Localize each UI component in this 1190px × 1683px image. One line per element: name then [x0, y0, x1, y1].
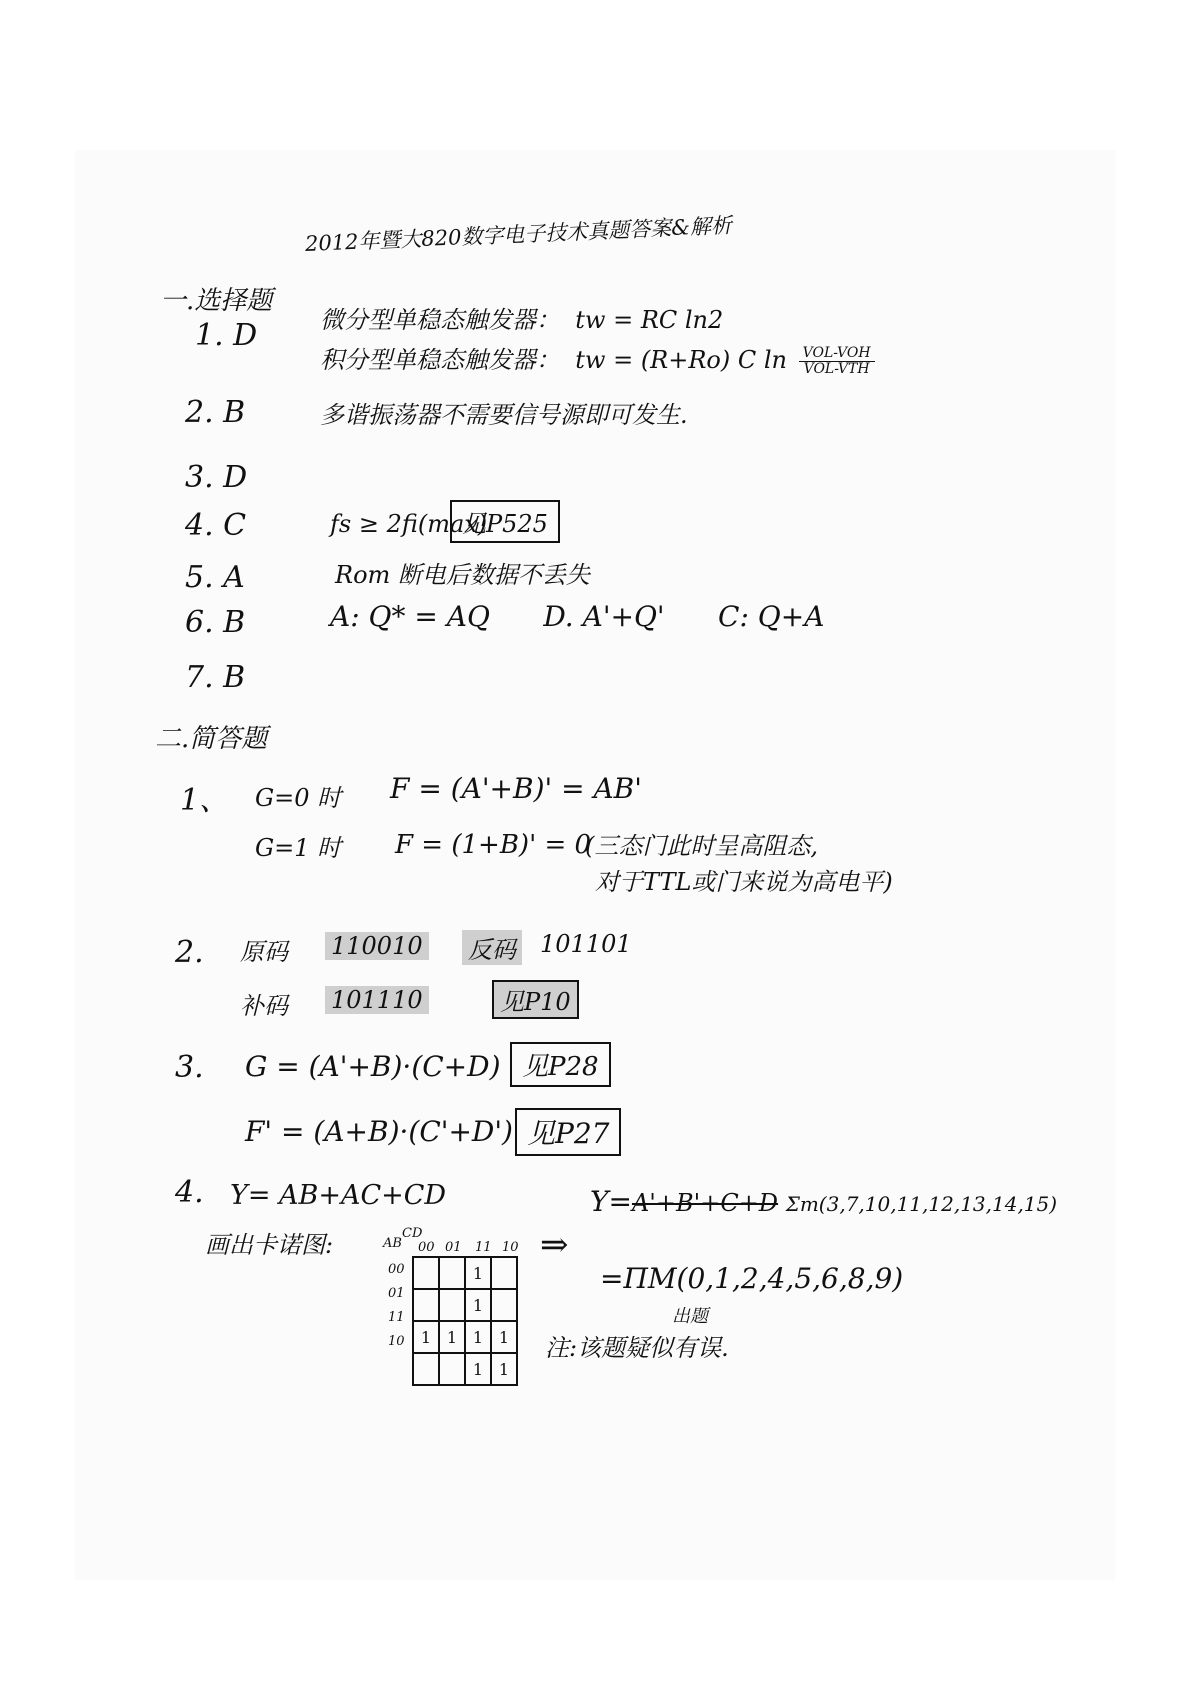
q1-g0: G=0 时 — [255, 784, 342, 812]
answer-3: 3. D — [185, 460, 248, 495]
q1-g1-note-a: (三态门此时呈高阻态, — [585, 832, 818, 860]
q1-g1-note-b: 对于TTL或门来说为高电平) — [595, 868, 893, 896]
q2-ref-box: 见P10 — [492, 980, 579, 1019]
answer-4-ref-box: 见P525 — [450, 500, 560, 543]
answer-2: 2. B — [185, 395, 246, 430]
section-1-heading: 一.选择题 — [160, 286, 273, 316]
kmap-cell — [413, 1289, 439, 1321]
kmap-grid-row — [413, 1353, 517, 1385]
kmap-cell — [491, 1257, 517, 1289]
q2-comp-label: 补码 — [240, 992, 288, 1020]
kmap-cell: 1 — [465, 1257, 491, 1289]
kmap-grid-row — [413, 1289, 517, 1321]
karnaugh-map — [412, 1256, 518, 1386]
kmap-col-11: 11 — [475, 1240, 492, 1255]
q1-g0-formula: F = (A'+B)' = AB' — [390, 772, 642, 805]
kmap-cell: 1 — [465, 1289, 491, 1321]
q4-expr: Y= AB+AC+CD — [230, 1180, 447, 1211]
answer-1-note-a: 微分型单稳态触发器： tw = RC ln2 — [320, 306, 724, 334]
answer-4-note: fs ≥ 2fi(max) — [330, 510, 488, 538]
answer-1-fraction: $\frac{\text{VOL-VOH}}{\text{VOL-VTH}}$ — [799, 346, 875, 378]
q3-g-expr: G = (A'+B)·(C+D) — [245, 1050, 501, 1083]
q4-y-product: =ΠM(0,1,2,4,5,6,8,9) — [600, 1262, 904, 1295]
answer-4: 4. C — [185, 508, 247, 543]
q4-remark: 注:该题疑似有误. — [545, 1334, 729, 1362]
q4-remark-insert: 出题 — [672, 1306, 708, 1327]
q3-f-ref-box: 见P27 — [515, 1108, 621, 1156]
kmap-row-10: 10 — [388, 1334, 405, 1349]
kmap-row-var: AB — [383, 1236, 402, 1251]
kmap-row-01: 01 — [388, 1286, 405, 1301]
q4-y-struck: A'+B'+C+D — [631, 1189, 779, 1217]
q4-y-line: Y=A'+B'+C+D Σm(3,7,10,11,12,13,14,15) — [590, 1185, 1058, 1218]
q4-label: 4. — [175, 1175, 204, 1210]
q2-comp-value: 101110 — [325, 986, 429, 1014]
answer-1: 1. D — [195, 318, 258, 353]
kmap-row-11: 11 — [388, 1310, 405, 1325]
answer-6-note: A: Q* = AQ D. A'+Q' C: Q+A — [330, 600, 825, 633]
kmap-cell: 1 — [465, 1353, 491, 1385]
kmap-cell — [413, 1353, 439, 1385]
kmap-grid-row — [413, 1321, 517, 1353]
kmap-cell — [491, 1289, 517, 1321]
q2-orig-label: 原码 — [240, 938, 288, 966]
q3-label: 3. — [175, 1050, 204, 1085]
kmap-col-var: CD — [402, 1226, 423, 1241]
q3-g-ref-box: 见P28 — [510, 1042, 611, 1087]
q1-g1: G=1 时 — [255, 834, 342, 862]
kmap-cell — [413, 1257, 439, 1289]
implies-arrow-icon: ⇒ — [540, 1225, 569, 1265]
kmap-cell — [439, 1353, 465, 1385]
kmap-cell — [439, 1257, 465, 1289]
q2-orig-value: 110010 — [325, 932, 429, 960]
kmap-grid-row — [413, 1257, 517, 1289]
kmap-cell: 1 — [491, 1321, 517, 1353]
kmap-cell: 1 — [465, 1321, 491, 1353]
kmap-cell: 1 — [413, 1321, 439, 1353]
section-2-heading: 二.简答题 — [155, 724, 268, 754]
answer-5: 5. A — [185, 560, 245, 595]
kmap-row-00: 00 — [388, 1262, 405, 1277]
q2-label: 2. — [175, 935, 204, 970]
answer-5-note: Rom 断电后数据不丢失 — [335, 561, 590, 589]
page-title: 2012年暨大820数字电子技术真题答案&解析 — [304, 213, 733, 256]
q2-inv-value: 101101 — [540, 930, 632, 958]
q4-y-sum: Σm(3,7,10,11,12,13,14,15) — [785, 1192, 1058, 1216]
answer-7: 7. B — [185, 660, 246, 695]
q1-label: 1、 — [180, 783, 230, 818]
q1-g1-formula: F = (1+B)' = 0 — [395, 830, 592, 860]
kmap-cell — [439, 1289, 465, 1321]
kmap-col-00: 00 — [418, 1240, 435, 1255]
answer-6: 6. B — [185, 605, 246, 640]
q2-inv-label: 反码 — [462, 930, 522, 965]
answer-1-note-b: 积分型单稳态触发器： tw = (R+Ro) C ln $\frac{\text{VOL-VOH}}{\text{VOL-VTH}}$ — [320, 340, 875, 377]
q4-kmap-note: 画出卡诺图: — [205, 1231, 334, 1259]
kmap-col-10: 10 — [502, 1240, 519, 1255]
kmap-col-01: 01 — [445, 1240, 462, 1255]
kmap-cell: 1 — [439, 1321, 465, 1353]
q3-f-expr: F' = (A+B)·(C'+D') — [245, 1115, 513, 1148]
kmap-cell: 1 — [491, 1353, 517, 1385]
answer-2-note: 多谐振荡器不需要信号源即可发生. — [320, 401, 688, 429]
